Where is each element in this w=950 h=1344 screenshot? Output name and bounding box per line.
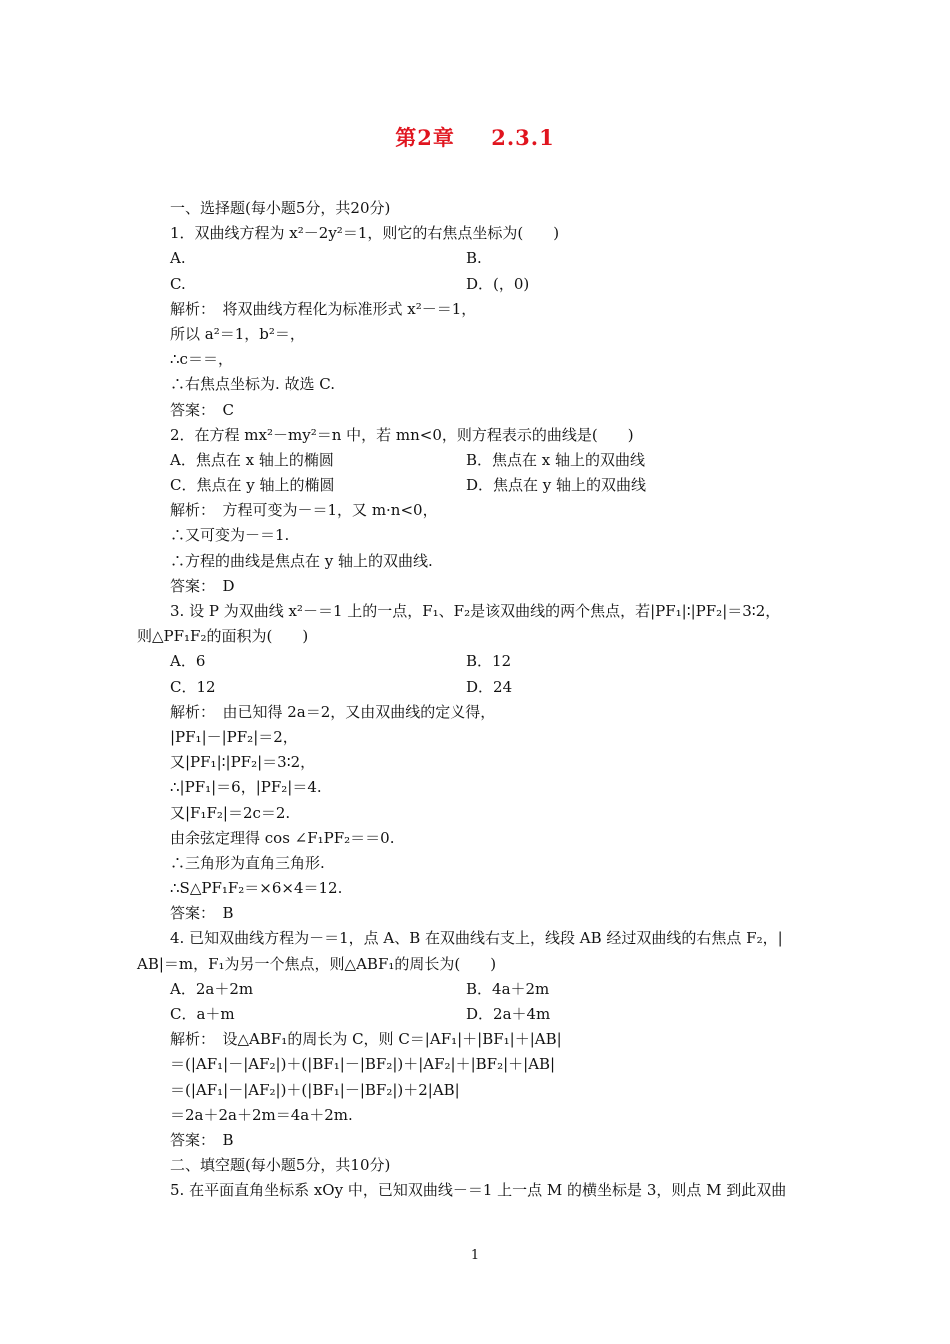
option-left: A．焦点在 x 轴上的椭圆 — [170, 450, 334, 469]
text-line: 解析： 方程可变为－＝1，又 m·n<0， — [170, 501, 438, 520]
option-row — [137, 246, 827, 271]
text-line: ∴S△PF₁F₂＝×6×4＝12. — [170, 879, 343, 898]
option-left: A．2a＋2m — [170, 979, 254, 998]
option-row — [137, 977, 827, 1002]
option-left: A．6 — [170, 652, 206, 671]
option-right: D．2a＋4m — [466, 1005, 551, 1023]
text-line: 又|F₁F₂|＝2c＝2. — [170, 803, 291, 822]
text-line: ＝2a＋2a＋2m＝4a＋2m. — [170, 1105, 353, 1124]
chapter-label: 第2章 — [395, 125, 455, 150]
text-line: 又|PF₁|∶|PF₂|＝3∶2， — [170, 753, 316, 772]
text-line: 答案： B — [170, 1130, 234, 1149]
text-line: 解析： 设△ABF₁的周长为 C，则 C＝|AF₁|＋|BF₁|＋|AB| — [170, 1030, 562, 1049]
text-line: 一、选择题(每小题5分，共20分) — [170, 199, 391, 217]
option-right: B．焦点在 x 轴上的双曲线 — [466, 450, 646, 469]
text-line: ∴|PF₁|＝6，|PF₂|＝4. — [170, 778, 322, 797]
option-left: C．焦点在 y 轴上的椭圆 — [170, 476, 335, 495]
text-line: 答案： C — [170, 400, 234, 419]
option-right: B．4a＋2m — [466, 979, 550, 998]
document-body — [137, 196, 827, 1204]
option-row — [137, 1002, 827, 1027]
text-line: 答案： B — [170, 904, 234, 923]
option-left: C．a＋m — [170, 1005, 235, 1023]
option-right: B. — [466, 249, 482, 268]
text-line: 则△PF₁F₂的面积为( ) — [137, 627, 309, 646]
option-row — [137, 473, 827, 498]
option-right: D．24 — [466, 677, 513, 696]
page-title — [0, 122, 950, 152]
option-right: D．焦点在 y 轴上的双曲线 — [466, 476, 647, 495]
text-line: ∴方程的曲线是焦点在 y 轴上的双曲线. — [170, 551, 433, 570]
text-line: ＝(|AF₁|－|AF₂|)＋(|BF₁|－|BF₂|)＋2|AB| — [170, 1080, 460, 1099]
option-left: C．12 — [170, 677, 216, 696]
text-line: 5. 在平面直角坐标系 xOy 中，已知双曲线－＝1 上一点 M 的横坐标是 3，则点 M 到此双曲 — [170, 1181, 787, 1200]
option-left: A. — [170, 249, 186, 268]
option-row — [137, 448, 827, 473]
option-left: C. — [170, 274, 186, 293]
option-row — [137, 675, 827, 700]
text-line: ＝(|AF₁|－|AF₂|)＋(|BF₁|－|BF₂|)＋|AF₂|＋|BF₂|＋|AB| — [170, 1055, 556, 1074]
text-line: |PF₁|－|PF₂|＝2， — [170, 727, 298, 746]
option-right: B．12 — [466, 652, 512, 671]
page-number: 1 — [470, 1248, 480, 1263]
option-row — [137, 272, 827, 297]
text-line: 由余弦定理得 cos ∠F₁PF₂＝＝0. — [170, 828, 395, 847]
option-row — [137, 649, 827, 674]
text-line: ∴又可变为－＝1. — [170, 526, 290, 545]
text-line: 4. 已知双曲线方程为－＝1，点 A、B 在双曲线右支上，线段 AB 经过双曲线的右焦点 F₂，| — [170, 929, 783, 948]
text-line: 1．双曲线方程为 x²－2y²＝1，则它的右焦点坐标为( ) — [170, 224, 560, 243]
text-line: 答案： D — [170, 576, 235, 595]
text-line: AB|＝m，F₁为另一个焦点，则△ABF₁的周长为( ) — [137, 954, 497, 973]
option-right: D．(，0) — [466, 274, 530, 293]
text-line: ∴右焦点坐标为. 故选 C. — [170, 375, 336, 394]
text-line: 解析： 由已知得 2a＝2，又由双曲线的定义得， — [170, 702, 496, 721]
text-line: 2．在方程 mx²－my²＝n 中，若 mn<0，则方程表示的曲线是( ) — [170, 425, 634, 444]
text-line: 3. 设 P 为双曲线 x²－＝1 上的一点，F₁、F₂是该双曲线的两个焦点，若|PF₁|∶|PF₂|＝3∶2， — [170, 602, 781, 620]
text-line: 所以 a²＝1，b²＝， — [170, 324, 305, 343]
text-line: ∴三角形为直角三角形. — [170, 853, 325, 872]
text-line: ∴c＝＝， — [170, 350, 233, 369]
text-line: 解析： 将双曲线方程化为标准形式 x²－＝1， — [170, 299, 477, 318]
text-line: 二、填空题(每小题5分，共10分) — [170, 1156, 391, 1175]
section-label: 2.3.1 — [491, 125, 555, 150]
